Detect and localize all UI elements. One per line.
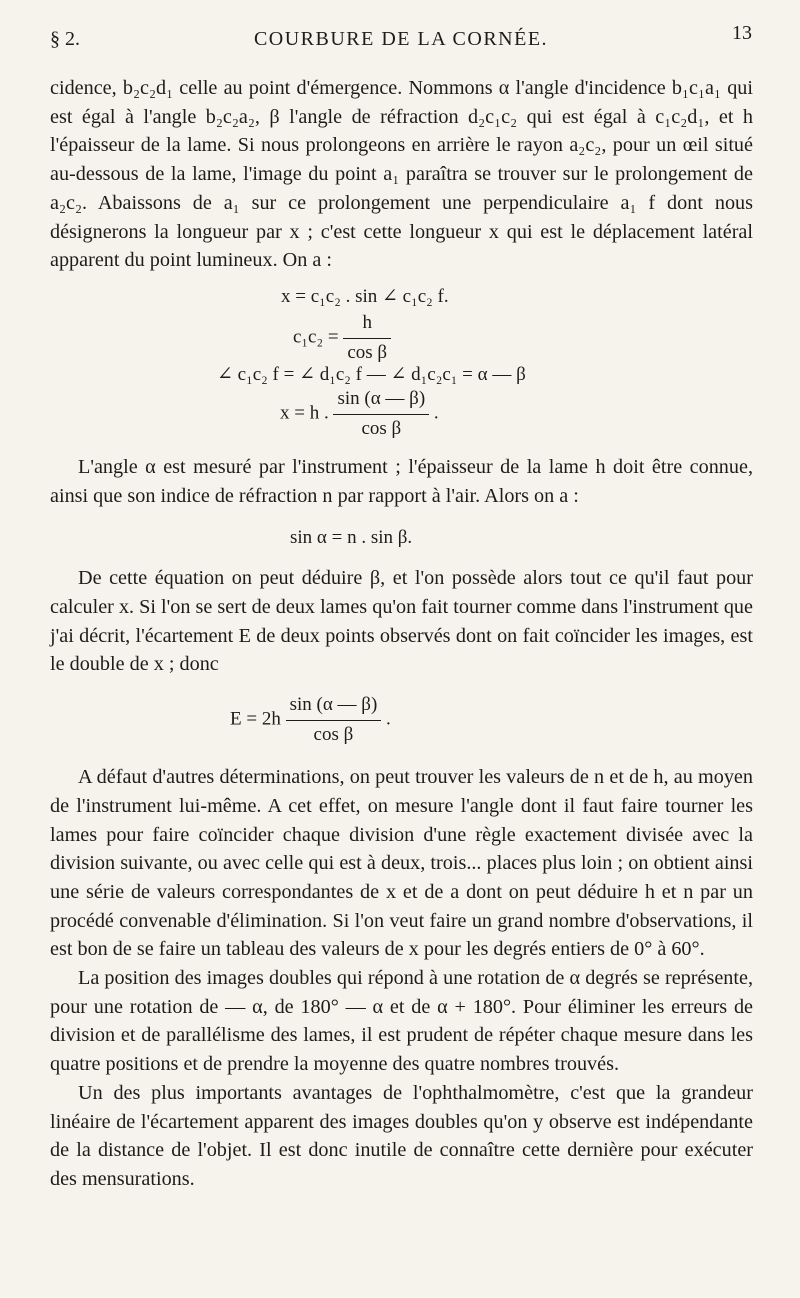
paragraph-1: cidence, b₂c₂d₁ celle au point d'émergence. Nommons α l'angle d'incidence b₁c₁a₁ qui est égal à l'angle b₂c₂a₂, β l'angle de réfraction d₂c₁c₂ qui est égal à c₁c₂d₁, et h l'épaisseur de la lame. Si nous prolongeons en arrière le rayon a₂c₂, pour un œil situé au-dessous de la lame, l'image du point a₁ paraîtra se trouver sur le prolongement de a₂c₂. Abaissons de a₁ sur ce prolongement une perpendiculaire a₁ f dont nous désignerons la longueur par x ; c'est cette longueur x qui est le déplacement latéral apparent du point lumineux. On a : — [50, 77, 753, 272]
paragraph-5: La position des images doubles qui répond à une rotation de α degrés se représente, pour une rotation de — α, de 180° — α et de α + 180°. Pour éliminer les erreurs de division et de parallélisme des lames, il est prudent de répéter chaque mesure dans les quatre positions et de prendre la moyenne des quatre nombres trouvés. — [50, 967, 753, 1076]
equation-E — [230, 691, 391, 749]
paragraph-4: A défaut d'autres déterminations, on peut trouver les valeurs de n et de h, au moyen de l'instrument lui-même. A cet effet, on mesure l'angle dont il faut faire tourner les lames pour faire coïncider chaque division d'une règle exactement divisée avec la division suivante, ou avec celle qui est à deux, trois... places plus loin ; on obtient ainsi une série de valeurs correspondantes de x et de a dont on peut déduire h et n par un procédé convenable d'élimination. Si l'on veut faire un grand nombre d'observations, il est bon de se faire un tableau des valeurs de x pour les degrés entiers de 0° à 60°. — [50, 766, 753, 961]
body-text — [50, 74, 753, 1194]
running-title: COURBURE DE LA CORNÉE. — [253, 28, 549, 50]
equation-c1c2-lhs: c₁c₂ = — [293, 326, 339, 348]
equation-angle: ∠ c₁c₂ f = ∠ d₁c₂ f — ∠ d₁c₂c₁ = α — β — [217, 363, 526, 385]
page-number: 13 — [732, 22, 752, 44]
equation-group-3 — [50, 679, 753, 763]
fraction-sin-over-cos — [333, 385, 429, 443]
fraction-denominator: cos β — [286, 720, 382, 750]
equation-group-2 — [50, 510, 753, 564]
paragraph-6: Un des plus importants avantages de l'ophthalmomètre, c'est que la grandeur linéaire de l'écartement apparent des images doubles qu'on y observe est indépendante de la distance de l'objet. Il est donc inutile de connaître cette dernière pour exécuter des mensurations. — [50, 1081, 753, 1190]
equation-x-h-lhs: x = h . — [280, 402, 329, 424]
fraction-numerator: sin (α — β) — [289, 694, 378, 716]
equation-x-sin: x = c₁c₂ . sin ∠ c₁c₂ f. — [281, 285, 449, 307]
paragraph-3: De cette équation on peut déduire β, et l'on possède alors tout ce qu'il faut pour calculer x. Si l'on se sert de deux lames qu'on fait tourner comme dans l'instrument que j'ai décrit, l'écartement E de deux points observés dont on fait coïncider les images, est le double de x ; donc — [50, 567, 753, 676]
equation-group-1 — [50, 275, 753, 453]
fraction-numerator: sin (α — β) — [337, 387, 426, 409]
fraction-denominator: cos β — [343, 338, 391, 368]
section-mark: § 2. — [50, 28, 80, 50]
equation-end-mark: . — [433, 402, 439, 424]
fraction-h-over-cos — [343, 309, 391, 367]
fraction-sin-over-cos — [286, 691, 382, 749]
equation-x-h — [280, 385, 439, 443]
fraction-denominator: cos β — [333, 414, 429, 444]
equation-E-lhs: E = 2h — [230, 708, 281, 730]
equation-snell: sin α = n . sin β. — [290, 527, 413, 549]
equation-end-mark: . — [386, 708, 391, 730]
equation-c1c2 — [293, 309, 391, 367]
running-header — [50, 14, 752, 54]
fraction-numerator: h — [362, 311, 372, 333]
paragraph-2: L'angle α est mesuré par l'instrument ; l'épaisseur de la lame h doit être connue, ainsi que son indice de réfraction n par rapport à l'air. Alors on a : — [50, 455, 753, 507]
